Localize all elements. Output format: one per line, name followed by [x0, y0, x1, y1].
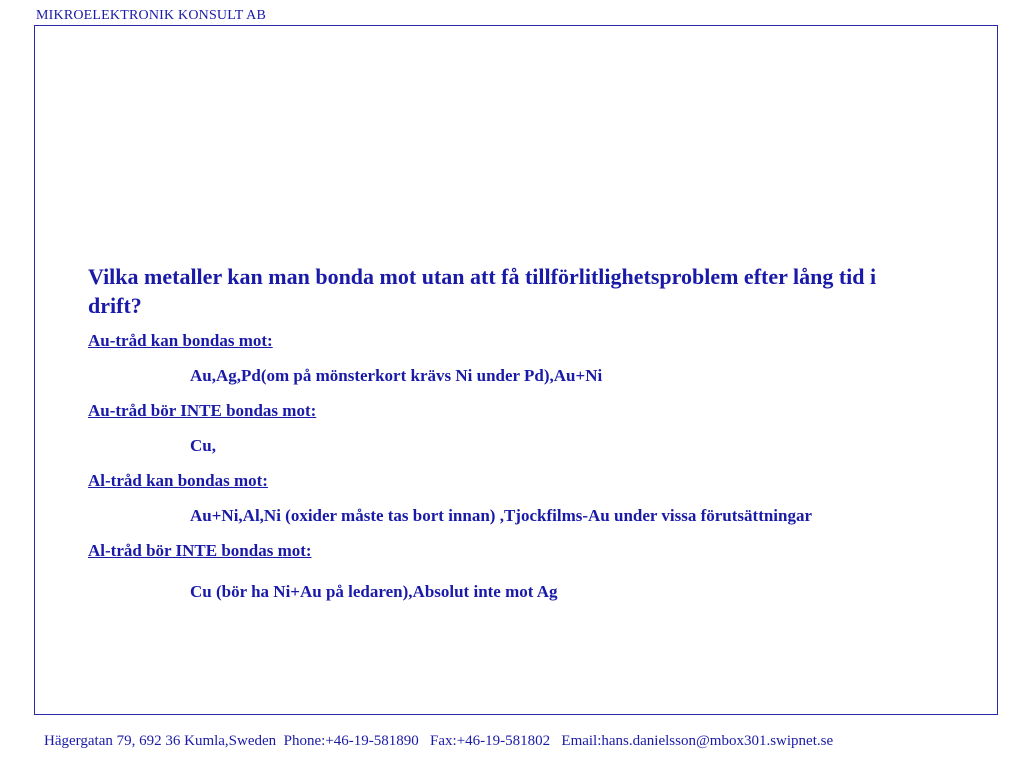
section-text-al-not: Cu (bör ha Ni+Au på ledaren),Absolut inte mot Ag [190, 582, 558, 601]
section-text-al-can: Au+Ni,Al,Ni (oxider måste tas bort innan) ,Tjockfilms-Au under vissa förutsättningar [190, 506, 813, 525]
section-text-au-not: Cu, [190, 436, 216, 455]
section-text-au-can: Au,Ag,Pd(om på mönsterkort krävs Ni under Pd),Au+Ni [190, 366, 603, 385]
section-heading-au-can: Au-tråd kan bondas mot: [88, 331, 273, 350]
section-heading-al-not: Al-tråd bör INTE bondas mot: [88, 541, 312, 560]
section-heading-al-can: Al-tråd kan bondas mot: [88, 471, 268, 490]
section-heading-au-not: Au-tråd bör INTE bondas mot: [88, 401, 317, 420]
slide-content [88, 262, 918, 603]
slide-question: Vilka metaller kan man bonda mot utan att få tillförlitlighetsproblem efter lång tid i drift? [88, 264, 877, 318]
footer-contact: Hägergatan 79, 692 36 Kumla,Sweden Phone:+46-19-581890 Fax:+46-19-581802 Email:hans.danielsson@mbox301.swipnet.se [44, 733, 834, 749]
company-name: MIKROELEKTRONIK KONSULT AB [36, 8, 266, 23]
